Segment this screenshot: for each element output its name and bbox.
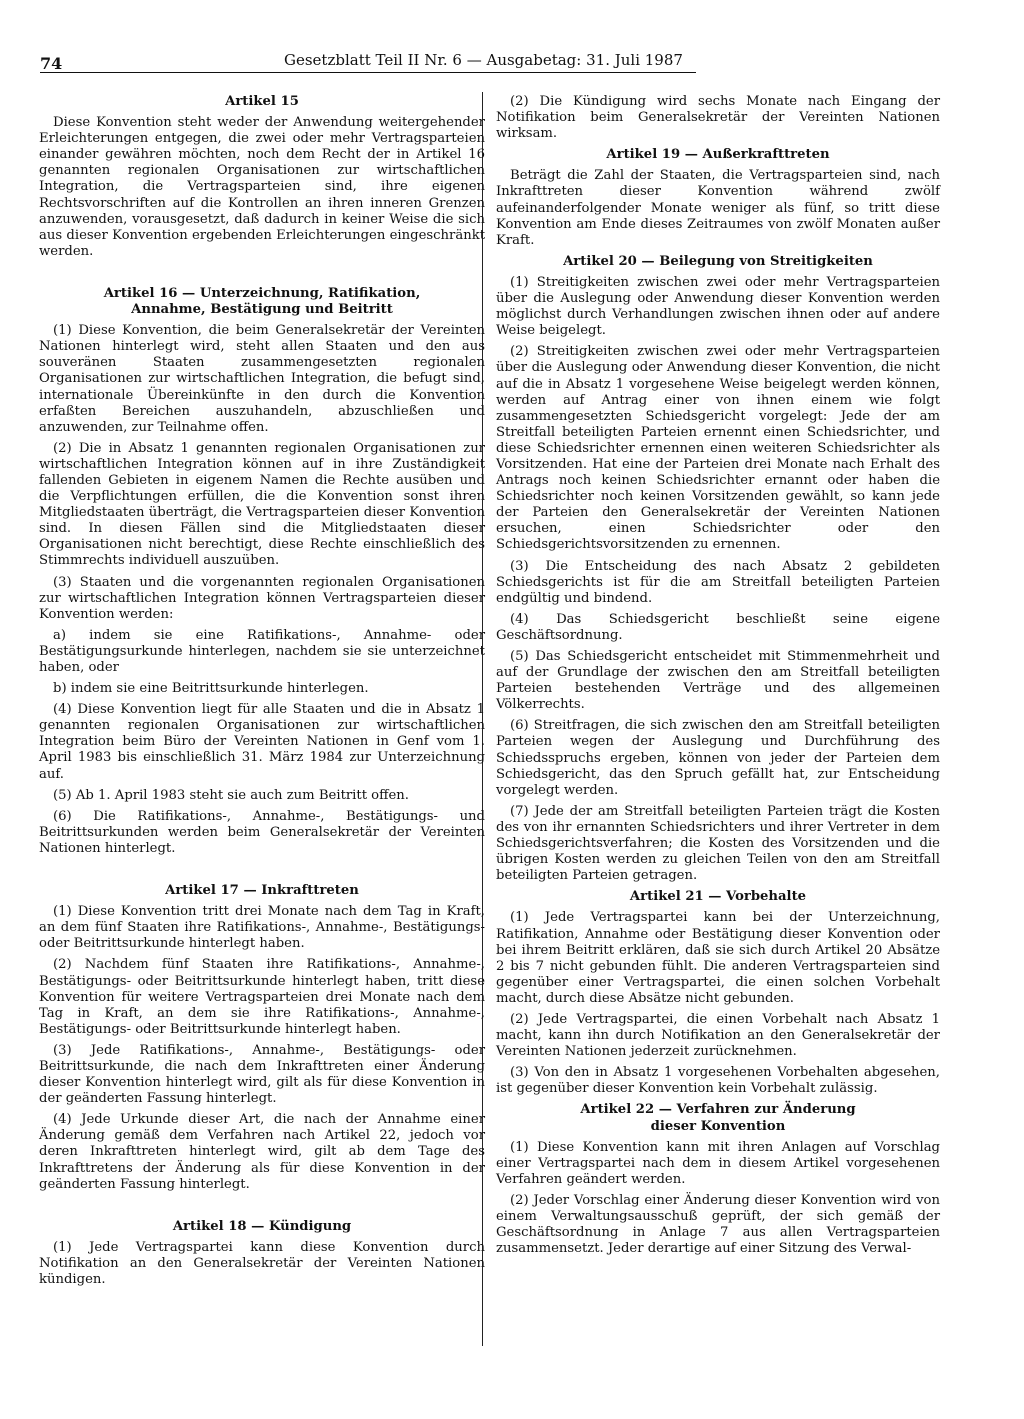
article-17-heading: Artikel 17 — Inkrafttreten bbox=[165, 883, 359, 899]
article-20-heading: Artikel 20 — Beilegung von Streitigkeiten bbox=[563, 253, 873, 269]
heading-line: Annahme, Bestätigung und Beitritt bbox=[131, 302, 393, 318]
right-column bbox=[496, 94, 940, 1262]
article-19-heading: Artikel 19 — Außerkrafttreten bbox=[606, 147, 830, 163]
paragraph: (3) Jede Ratifikations-, Annahme-, Bestätigungs- oder Beitrittsurkunde, die nach dem Inkrafttreten einer Änderung dieser Konvention hinterlegt wird, gilt als für diese Konvention in der geänderten Fassung hinterlegt. bbox=[39, 1042, 485, 1107]
article-15-heading: Artikel 15 bbox=[225, 94, 299, 109]
paragraph: (7) Jede der am Streitfall beteiligten Parteien trägt die Kosten des von ihr ernannten Schiedsrichters und ihrer Vertreter in dem Schiedsgerichtsverfahren; die Kosten des Vorsitzenden und die übrigen Kosten werden zu gleichen Teilen von den am Streitfall beteiligten Parteien getragen. bbox=[496, 803, 940, 884]
paragraph: (4) Diese Konvention liegt für alle Staaten und die in Absatz 1 genannten regionalen Organisationen zur wirtschaftlichen Integration beim Büro der Vereinten Nationen in Genf vom 1. April 1983 bis einschließlich 31. März 1984 zur Unterzeichnung auf. bbox=[39, 702, 485, 782]
paragraph: (1) Jede Vertragspartei kann diese Konvention durch Notifikation an den Generalsekretär der Vereinten Nationen kündigen. bbox=[39, 1239, 485, 1287]
paragraph: (5) Ab 1. April 1983 steht sie auch zum Beitritt offen. bbox=[53, 787, 409, 803]
article-16-heading bbox=[39, 286, 485, 318]
heading-line: Artikel 22 — Verfahren zur Änderung bbox=[580, 1102, 856, 1118]
paragraph: (2) Streitigkeiten zwischen zwei oder mehr Vertragsparteien über die Auslegung oder Anwendung dieser Konvention, die nicht auf die in Absatz 1 vorgesehene Weise beigelegt werden können, werden auf Antrag einer von ihnen einem wie folgt zusammengesetzten Schiedsgericht vorgelegt: Jede der am Streitfall beteiligten Parteien ernennt einen Schiedsrichter, und diese Schiedsrichter ernennen einen weiteren Schiedsrichter als Vorsitzenden. Hat eine der Parteien drei Monate nach Erhalt des Antrags noch keinen Schiedsrichter ernannt oder haben die Schiedsrichter noch keinen Vorsitzenden gewählt, so kann jede der Parteien den Generalsekretär der Vereinten Nationen ersuchen, einen Schiedsrichter oder den Schiedsgerichtsvorsitzenden zu ernennen. bbox=[496, 344, 940, 553]
paragraph: (3) Staaten und die vorgenannten regionalen Organisationen zur wirtschaftlichen Integration können Vertragsparteien dieser Konvention werden: bbox=[39, 574, 485, 622]
paragraph: (3) Von den in Absatz 1 vorgesehenen Vorbehalten abgesehen, ist gegenüber dieser Konvention kein Vorbehalt zulässig. bbox=[496, 1065, 940, 1097]
paragraph: (6) Streitfragen, die sich zwischen den am Streitfall beteiligten Parteien wegen der Auslegung und Durchführung des Schiedsspruchs ergeben, können von jeder der Parteien dem Schiedsgericht, das den Spruch gefällt hat, zur Entscheidung vorgelegt werden. bbox=[496, 718, 940, 798]
paragraph: (5) Das Schiedsgericht entscheidet mit Stimmenmehrheit und auf der Grundlage der zwischen den am Streitfall beteiligten Parteien bestehenden Verträge und des allgemeinen Völkerrechts. bbox=[496, 649, 940, 713]
paragraph: (4) Jede Urkunde dieser Art, die nach der Annahme einer Änderung gemäß dem Verfahren nach Artikel 22, jedoch vor deren Inkrafttreten hinterlegt wird, gilt ab dem Tage des Inkrafttretens der Änderung als für diese Konvention in der geänderten Fassung hinterlegt. bbox=[39, 1112, 485, 1192]
heading-line: Artikel 16 — Unterzeichnung, Ratifikation, bbox=[103, 285, 421, 301]
left-column bbox=[39, 94, 485, 1293]
paragraph: (1) Jede Vertragspartei kann bei der Unterzeichnung, Ratifikation, Annahme oder Bestätigung dieser Konvention oder bei ihrem Beitritt erklären, daß sie sich durch Artikel 20 Absätze 2 bis 7 nicht gebunden fühlt. Die anderen Vertragsparteien sind gegenüber einer Vertragspartei, die einen solchen Vorbehalt macht, durch diese Absätze nicht gebunden. bbox=[496, 910, 940, 1006]
paragraph: (1) Diese Konvention, die beim Generalsekretär der Vereinten Nationen hinterlegt wird, steht allen Staaten und den aus souveränen Staaten zusammengesetzten regionalen Organisationen zur wirtschaftlichen Integration, die befugt sind, internationale Übereinkünfte in den durch die Konvention erfaßten Bereichen auszuhandeln, abzuschließen und anzuwenden, zur Teilnahme offen. bbox=[39, 323, 485, 435]
article-22-heading bbox=[496, 1102, 940, 1134]
paragraph: (6) Die Ratifikations-, Annahme-, Bestätigungs- und Beitrittsurkunden werden beim Generalsekretär der Vereinten Nationen hinterlegt. bbox=[39, 808, 485, 856]
paragraph: (2) Die Kündigung wird sechs Monate nach Eingang der Notifikation beim Generalsekretär der Vereinten Nationen wirksam. bbox=[496, 94, 940, 142]
paragraph: (2) Die in Absatz 1 genannten regionalen Organisationen zur wirtschaftlichen Integration können auf in ihre Zuständigkeit fallenden Gebieten in eigenem Namen die Rechte ausüben und die Verpflichtungen erfüllen, die die Konvention sonst ihren Mitgliedstaaten überträgt, die Vertragsparteien dieser Konvention sind. In diesen Fällen sind die Mitgliedstaaten dieser Organisationen nicht berechtigt, diese Rechte einschließlich des Stimmrechts individuell auszuüben. bbox=[39, 440, 485, 569]
paragraph: (2) Jede Vertragspartei, die einen Vorbehalt nach Absatz 1 macht, kann ihn durch Notifikation an den Generalsekretär der Vereinten Nationen jederzeit zurücknehmen. bbox=[496, 1011, 940, 1060]
list-item: b) indem sie eine Beitrittsurkunde hinterlegen. bbox=[53, 681, 369, 697]
paragraph: (2) Nachdem fünf Staaten ihre Ratifikations-, Annahme-, Bestätigungs- oder Beitrittsurkunde hinterlegt haben, tritt diese Konvention für weitere Vertragsparteien drei Monate nach dem Tag in Kraft, an dem sie ihre Ratifikations-, Annahme-, Bestätigungs- oder Beitrittsurkunde hinterlegt haben. bbox=[39, 957, 485, 1037]
page-header bbox=[40, 46, 696, 73]
paragraph: Beträgt die Zahl der Staaten, die Vertragsparteien sind, nach Inkrafttreten dieser Konvention während zwölf aufeinanderfolgender Monate weniger als fünf, so tritt diese Konvention am Ende dieses Zeitraumes von zwölf Monaten außer Kraft. bbox=[496, 168, 940, 248]
article-18-heading: Artikel 18 — Kündigung bbox=[172, 1218, 352, 1234]
paragraph: (1) Diese Konvention kann mit ihren Anlagen auf Vorschlag einer Vertragspartei nach dem in diesem Artikel vorgesehenen Verfahren geändert werden. bbox=[496, 1139, 940, 1187]
paragraph: (1) Diese Konvention tritt drei Monate nach dem Tag in Kraft, an dem fünf Staaten ihre Ratifikations-, Annahme-, Bestätigungs- oder Beitrittsurkunde hinterlegt haben. bbox=[39, 904, 485, 952]
page-number: 74 bbox=[40, 54, 63, 73]
paragraph: (3) Die Entscheidung des nach Absatz 2 gebildeten Schiedsgerichts ist für die am Streitfall beteiligten Parteien endgültig und bindend. bbox=[496, 558, 940, 606]
list-item: a) indem sie eine Ratifikations-, Annahme- oder Bestätigungsurkunde hinterlegen, nachdem sie sie unterzeichnet haben, oder bbox=[39, 627, 485, 675]
running-title: Gesetzblatt Teil II Nr. 6 — Ausgabetag: 31. Juli 1987 bbox=[284, 51, 683, 69]
heading-line: dieser Konvention bbox=[650, 1118, 786, 1134]
paragraph: (1) Streitigkeiten zwischen zwei oder mehr Vertragsparteien über die Auslegung oder Anwendung dieser Konvention werden möglichst durch Verhandlungen zwischen ihnen oder auf andere Weise beigelegt. bbox=[496, 274, 940, 339]
article-21-heading: Artikel 21 — Vorbehalte bbox=[629, 889, 807, 905]
paragraph: (4) Das Schiedsgericht beschließt seine eigene Geschäftsordnung. bbox=[496, 611, 940, 643]
paragraph: Diese Konvention steht weder der Anwendung weitergehender Erleichterungen entgegen, die zwei oder mehr Vertragsparteien einander gewähren möchten, noch dem Recht der in Artikel 16 genannten regionalen Organisationen zur wirtschaftlichen Integration, die Vertragsparteien sind, ihre eigenen Rechtsvorschriften auf die Kontrollen an ihren inneren Grenzen anzuwenden, vorausgesetzt, daß dadurch in keiner Weise die sich aus dieser Konvention ergebenden Erleichterungen eingeschränkt werden. bbox=[39, 115, 485, 259]
paragraph: (2) Jeder Vorschlag einer Änderung dieser Konvention wird von einem Verwaltungsausschuß geprüft, der sich gemäß der Geschäftsordnung in Anlage 7 aus allen Vertragsparteien zusammensetzt. Jeder derartige auf einer Sitzung des Verwal- bbox=[496, 1192, 940, 1257]
